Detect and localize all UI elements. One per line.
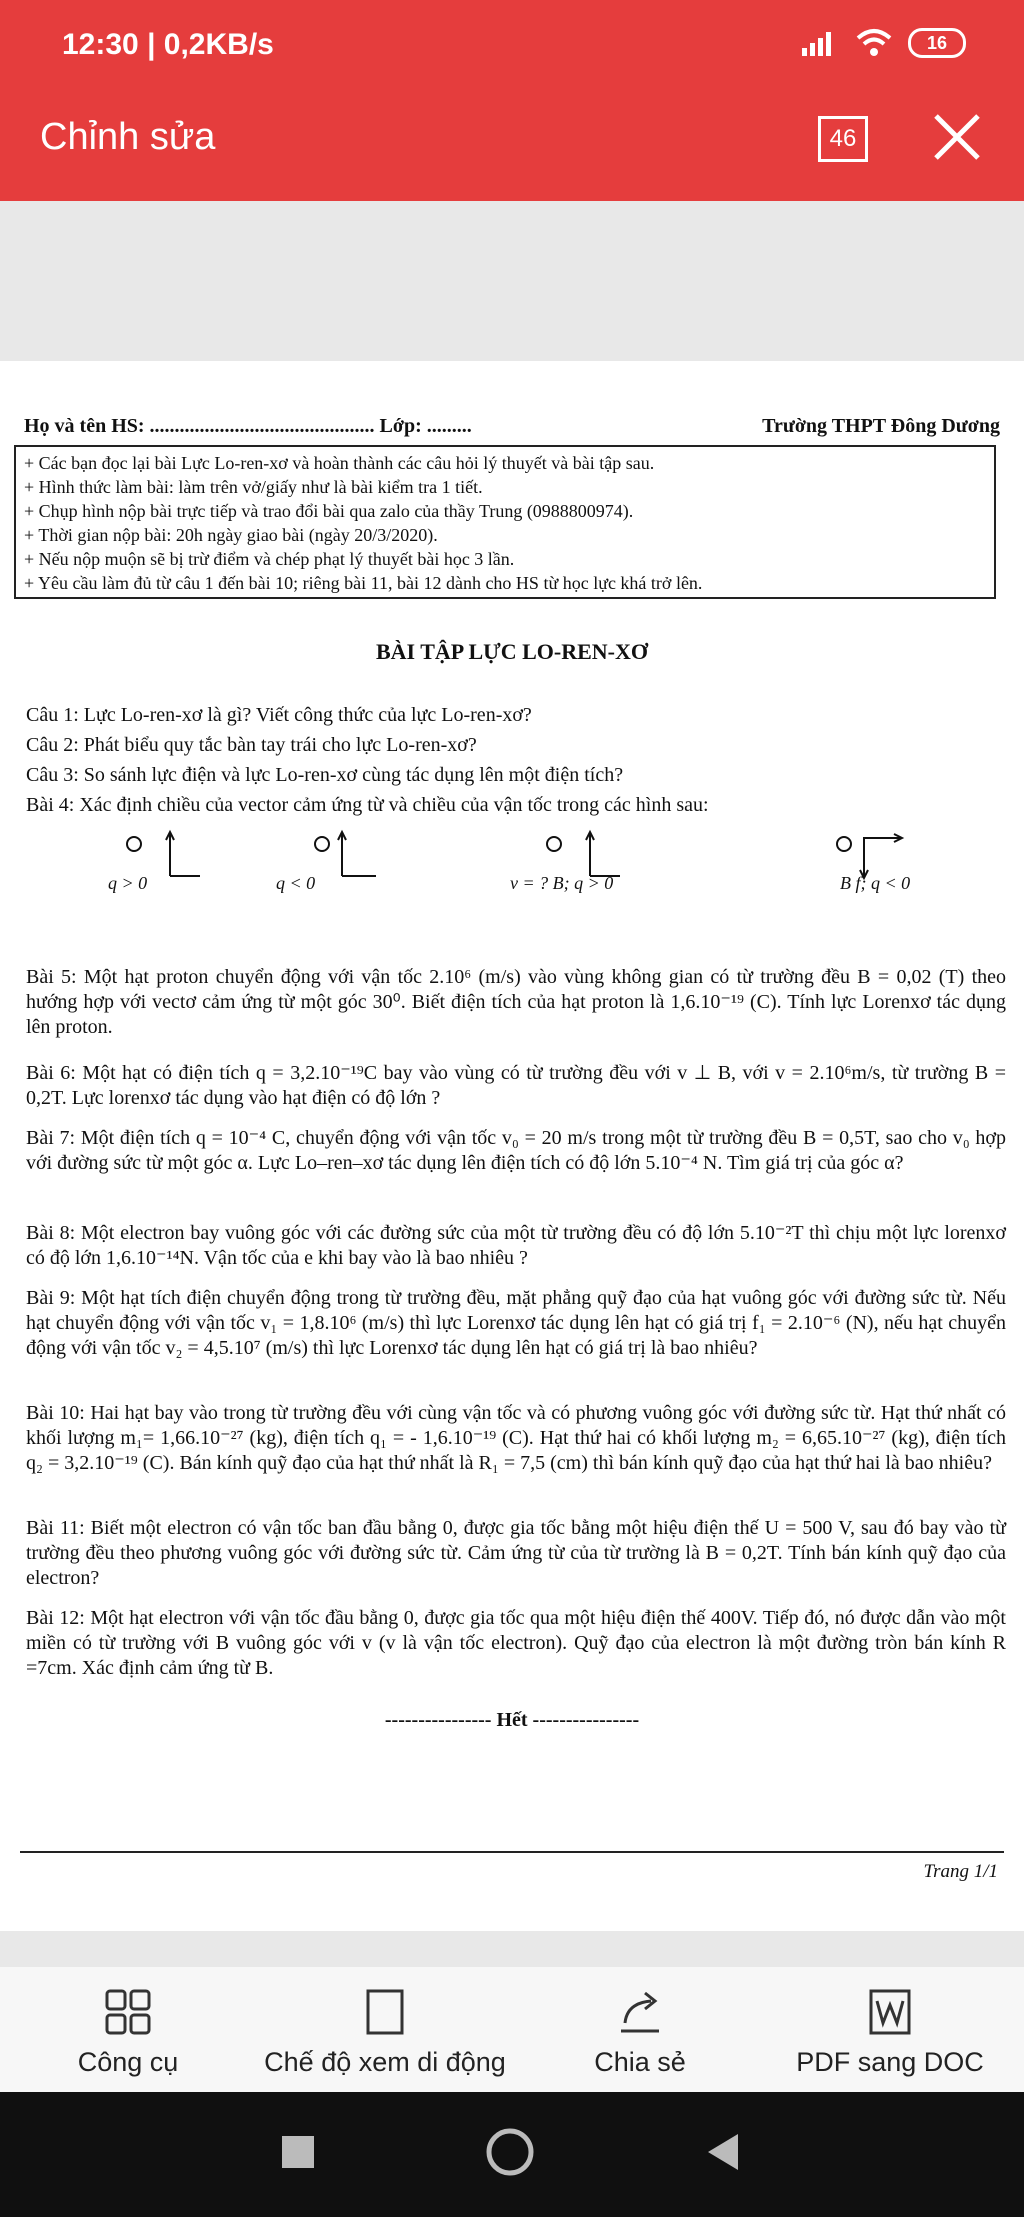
status-icons bbox=[800, 28, 966, 58]
share-button[interactable] bbox=[580, 1987, 700, 2078]
question: Câu 1: Lực Lo-ren-xơ là gì? Viết công thức của lực Lo-ren-xơ? bbox=[26, 704, 532, 726]
back-icon[interactable] bbox=[704, 2132, 740, 2172]
note-line: + Hình thức làm bài: làm trên vở/giấy như là bài kiểm tra 1 tiết. bbox=[24, 477, 483, 497]
note-line: + Yêu cầu làm đủ từ câu 1 đến bài 10; riêng bài 11, bài 12 dành cho HS từ học lực khá trở lên. bbox=[24, 573, 703, 593]
viewer-background bbox=[0, 1931, 1024, 1967]
figure-label: q < 0 bbox=[276, 873, 316, 893]
school-name: Trường THPT Đông Dương bbox=[762, 415, 1000, 437]
page-title: Chỉnh sửa bbox=[40, 116, 216, 158]
doc-title: BÀI TẬP LỰC LO-REN-XƠ bbox=[376, 639, 648, 664]
share-icon bbox=[615, 1987, 665, 2037]
pdf-to-doc-button[interactable] bbox=[790, 1987, 990, 2078]
note-line: + Thời gian nộp bài: 20h ngày giao bài (ngày 20/3/2020). bbox=[24, 525, 438, 545]
pdf-to-doc-icon bbox=[865, 1987, 915, 2037]
doc-header bbox=[24, 415, 1000, 438]
problem: Bài 9: Một hạt tích điện chuyển động trong từ trường đều, mặt phẳng quỹ đạo của hạt vuông góc với đường sức từ. Nếu hạt chuyển động với vận tốc v₁ = 1,8.10⁶ (m/s) thì lực Lorenxơ tác dụng lên hạt có giá trị f₁ = 2.10⁻⁶ (N), nếu hạt chuyển động với vận tốc v₂ = 4,5.10⁷ (m/s) thì lực Lorenxơ tác dụng lên hạt có giá trị là bao nhiêu? bbox=[26, 1287, 1006, 1359]
footer-rule bbox=[20, 1851, 1004, 1853]
app-bar bbox=[0, 96, 1024, 201]
tools-button[interactable] bbox=[58, 1987, 198, 2078]
problem: Bài 6: Một hạt có điện tích q = 3,2.10⁻¹⁹C bay vào vùng có từ trường đều với v ⊥ B, với v = 2.10⁶m/s, từ trường B = 0,2T. Lực lorenxơ tác dụng vào hạt điện có độ lớn ? bbox=[26, 1062, 1006, 1109]
status-time: 12:30 | 0,2KB/s bbox=[62, 28, 274, 61]
problem: Bài 11: Biết một electron có vận tốc ban đầu bằng 0, được gia tốc bằng một hiệu điện thế U = 500 V, sau đó bay vào từ trường đều theo phương vuông góc với đường sức từ. Cảm ứng từ của từ trường là B = 0,2T. Tính bán kính quỹ đạo của electron? bbox=[26, 1517, 1006, 1589]
home-icon[interactable] bbox=[484, 2126, 536, 2178]
mobile-view-button[interactable] bbox=[250, 1987, 520, 2078]
tool-label: PDF sang DOC bbox=[796, 2047, 984, 2077]
problem: Bài 7: Một điện tích q = 10⁻⁴ C, chuyển động với vận tốc v₀ = 20 m/s trong một từ trường đều B = 0,5T, sao cho v₀ hợp với đường sức từ một góc α. Lực Lo–ren–xơ tác dụng lên điện tích có độ lớn 5.10⁻⁴ N. Tìm giá trị của góc α? bbox=[26, 1127, 1006, 1174]
end-marker: ---------------- Hết ---------------- bbox=[384, 1709, 640, 1731]
student-info-line: Họ và tên HS: ............................................. Lớp: ......... bbox=[24, 415, 472, 437]
page-count-button[interactable]: 46 bbox=[818, 116, 868, 162]
wifi-icon bbox=[854, 28, 894, 58]
instructions-box bbox=[14, 445, 996, 599]
question: Bài 4: Xác định chiều của vector cảm ứng từ và chiều của vận tốc trong các hình sau: bbox=[26, 794, 709, 816]
tool-label: Chia sẻ bbox=[594, 2047, 686, 2077]
page-footer: Trang 1/1 bbox=[923, 1861, 998, 1882]
problem: Bài 5: Một hạt proton chuyển động với vận tốc 2.10⁶ (m/s) vào vùng không gian có từ trường đều B = 0,02 (T) theo hướng hợp với vectơ cảm ứng từ một góc 30⁰. Biết điện tích của hạt proton là 1,6.10⁻¹⁹ (C). Tính lực Lorenxơ tác dụng lên proton. bbox=[26, 966, 1006, 1038]
recents-icon[interactable] bbox=[282, 2136, 314, 2168]
question: Câu 2: Phát biểu quy tắc bàn tay trái cho lực Lo-ren-xơ? bbox=[26, 734, 477, 756]
tool-label: Chế độ xem di động bbox=[264, 2047, 506, 2077]
problem: Bài 10: Hai hạt bay vào trong từ trường đều với cùng vận tốc và có phương vuông góc với đường sức từ. Hạt thứ nhất có khối lượng m₁= 1,66.10⁻²⁷ (kg), điện tích q₁ = - 1,6.10⁻¹⁹ (C). Hạt thứ hai có khối lượng m₂ = 6,65.10⁻²⁷ (kg), điện tích q₂ = 3,2.10⁻¹⁹ (C). Bán kính quỹ đạo của hạt thứ nhất là R₁ = 7,5 (cm) thì bán kính quỹ đạo của hạt thứ hai là bao nhiêu? bbox=[26, 1402, 1006, 1474]
problem: Bài 8: Một electron bay vuông góc với các đường sức của một từ trường đều có độ lớn 5.10⁻²T thì chịu một lực lorenxơ có độ lớn 1,6.10⁻¹⁴N. Vận tốc của e khi bay vào là bao nhiêu ? bbox=[26, 1222, 1006, 1269]
bottom-toolbar bbox=[0, 1967, 1024, 2092]
viewer-background bbox=[0, 201, 1024, 361]
close-icon[interactable] bbox=[930, 110, 984, 164]
signal-icon bbox=[800, 30, 840, 56]
document-page[interactable] bbox=[0, 361, 1024, 1931]
figure-label: v = ? B; q > 0 bbox=[510, 873, 614, 893]
system-nav-bar bbox=[0, 2092, 1024, 2217]
status-bar bbox=[0, 0, 1024, 96]
question: Câu 3: So sánh lực điện và lực Lo-ren-xơ cùng tác dụng lên một điện tích? bbox=[26, 764, 624, 786]
figure-label: q > 0 bbox=[108, 873, 148, 893]
note-line: + Chụp hình nộp bài trực tiếp và trao đổi bài qua zalo của thầy Trung (0988800974). bbox=[24, 501, 634, 521]
battery-icon: 16 bbox=[908, 28, 966, 58]
figure-label: B f; q < 0 bbox=[840, 873, 911, 893]
note-line: + Nếu nộp muộn sẽ bị trừ điểm và chép phạt lý thuyết bài học 3 lần. bbox=[24, 549, 515, 569]
tool-label: Công cụ bbox=[77, 2047, 179, 2077]
problem: Bài 12: Một hạt electron với vận tốc đầu bằng 0, được gia tốc qua một hiệu điện thế 400V. Tiếp đó, nó được dẫn vào một miền có từ trường với B vuông góc với v (v là vận tốc electron). Quỹ đạo của electron là một đường tròn bán kính R =7cm. Xác định cảm ứng từ B. bbox=[26, 1607, 1006, 1679]
mobile-view-icon bbox=[360, 1987, 410, 2037]
tools-grid-icon bbox=[103, 1987, 153, 2037]
note-line: + Các bạn đọc lại bài Lực Lo-ren-xơ và hoàn thành các câu hỏi lý thuyết và bài tập sau. bbox=[24, 453, 655, 473]
